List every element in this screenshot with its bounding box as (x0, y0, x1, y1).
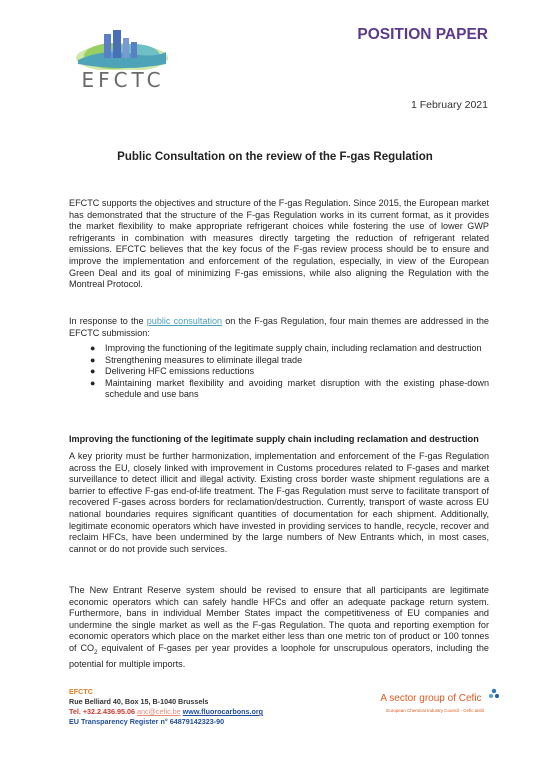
theme-text: Improving the functioning of the legitimate supply chain, including reclamation and destruction (105, 343, 482, 353)
cefic-logo (350, 688, 500, 713)
bullet-icon: ● (90, 354, 96, 365)
theme-text: Delivering HFC emissions reductions (105, 366, 255, 377)
list-item (69, 378, 489, 401)
footer-register: EU Transparency Register n° 64879142323-90 (69, 717, 225, 726)
response-text-after: on the F-gas Regulation, four main themes are addressed in the EFCTC submission: (69, 316, 489, 338)
response-text-before: In response to the (69, 316, 147, 326)
theme-text: Strengthening measures to eliminate illegal trade (105, 354, 303, 365)
footer-website-link[interactable]: www.fluorocarbons.org (182, 707, 264, 716)
section-heading: Improving the functioning of the legitimate supply chain including reclamation and destruction (69, 434, 479, 444)
document-date: 1 February 2021 (410, 99, 488, 111)
document-type: POSITION PAPER (357, 26, 488, 43)
cefic-subtitle: European Chemical Industry Council - Cefic aisbl (386, 708, 484, 713)
list-item (69, 355, 489, 367)
footer-address: Rue Belliard 40, Box 15, B-1040 Brussels (69, 697, 209, 706)
footer-contact (69, 687, 263, 727)
efctc-logo (66, 26, 178, 100)
section-paragraph-1: A key priority must be further harmonization, implementation and enforcement of the F-gas Regulation across the EU, closely linked with improvement in Customs procedures related to F-gases and market surveillance to detect illicit and illegal activity. Existing cross border waste shipment regulations are a barrier to effective F-gas end-of-life treatment. The F-gas Regulation must serve to facilitate transport of recovered F-gases across borders for reclamation/destruction. Currently, transport of waste across EU national boundaries requires significant quantities of documentation for each shipment. Additionally, legitimate economic operators which have invested in providing services to handle, recycle, recover and reclaim HFCs, have been undermined by the large numbers of New Entrants which, in most cases, cannot or do not provide such services. (69, 451, 489, 554)
themes-list (69, 343, 489, 401)
section-paragraph-2 (69, 585, 489, 671)
section-text-before: The New Entrant Reserve system should be revised to ensure that all participants are legitimate economic operators which can safely handle HFCs and offer an adequate package return system. Furthermore, bans in individual Member States impact the competitiveness of EU companies and undermine the single market as well as the F-gas Regulation. The quota and reporting exemption for economic operators which place on the market either less than one metric ton of product or 100 tonnes of CO (69, 585, 489, 653)
section-text-after: equivalent of F-gases per year provides a loophole for unscrupulous operators, including the potential for multiple imports. (69, 642, 489, 670)
list-item (69, 366, 489, 378)
footer-org: EFCTC (69, 687, 93, 696)
bullet-icon: ● (90, 343, 96, 353)
response-paragraph (69, 316, 489, 339)
subscript-2: 2 (94, 649, 98, 656)
bullet-icon: ● (90, 366, 96, 377)
logo-graphic-icon (74, 26, 170, 70)
document-title: Public Consultation on the review of the F-gas Regulation (117, 151, 433, 163)
list-item (69, 343, 489, 355)
intro-paragraph: EFCTC supports the objectives and structure of the F-gas Regulation. Since 2015, the European market has demonstrated that the structure of the F-gas Regulation works in its current format, as it provides the market flexibility to make appropriate refrigerant choices while fostering the use of lower GWP refrigerants in combination with measures directly targeting the reduction of refrigerant related emissions. EFCTC believes that the key focus of the F-gas review process should be to ensure and improve the implementation and enforcement of the regulation, especially, in view of the European Green Deal and its goal of minimizing F-gas emissions, while also aligning the Regulation with the Montreal Protocol. (69, 198, 489, 290)
cefic-tagline: A sector group of Cefic (380, 693, 482, 704)
theme-text: Maintaining market flexibility and avoiding market disruption with the existing phase-down schedule and use bans (105, 377, 489, 400)
cefic-molecule-icon (488, 688, 500, 700)
bullet-icon: ● (90, 377, 96, 388)
footer-phone: Tel. +32.2.436.95.06 (69, 707, 136, 716)
public-consultation-link[interactable]: public consultation (146, 316, 223, 326)
footer-email-link[interactable]: anc@cefic.be (137, 707, 181, 716)
logo-text: EFCTC (81, 68, 165, 92)
